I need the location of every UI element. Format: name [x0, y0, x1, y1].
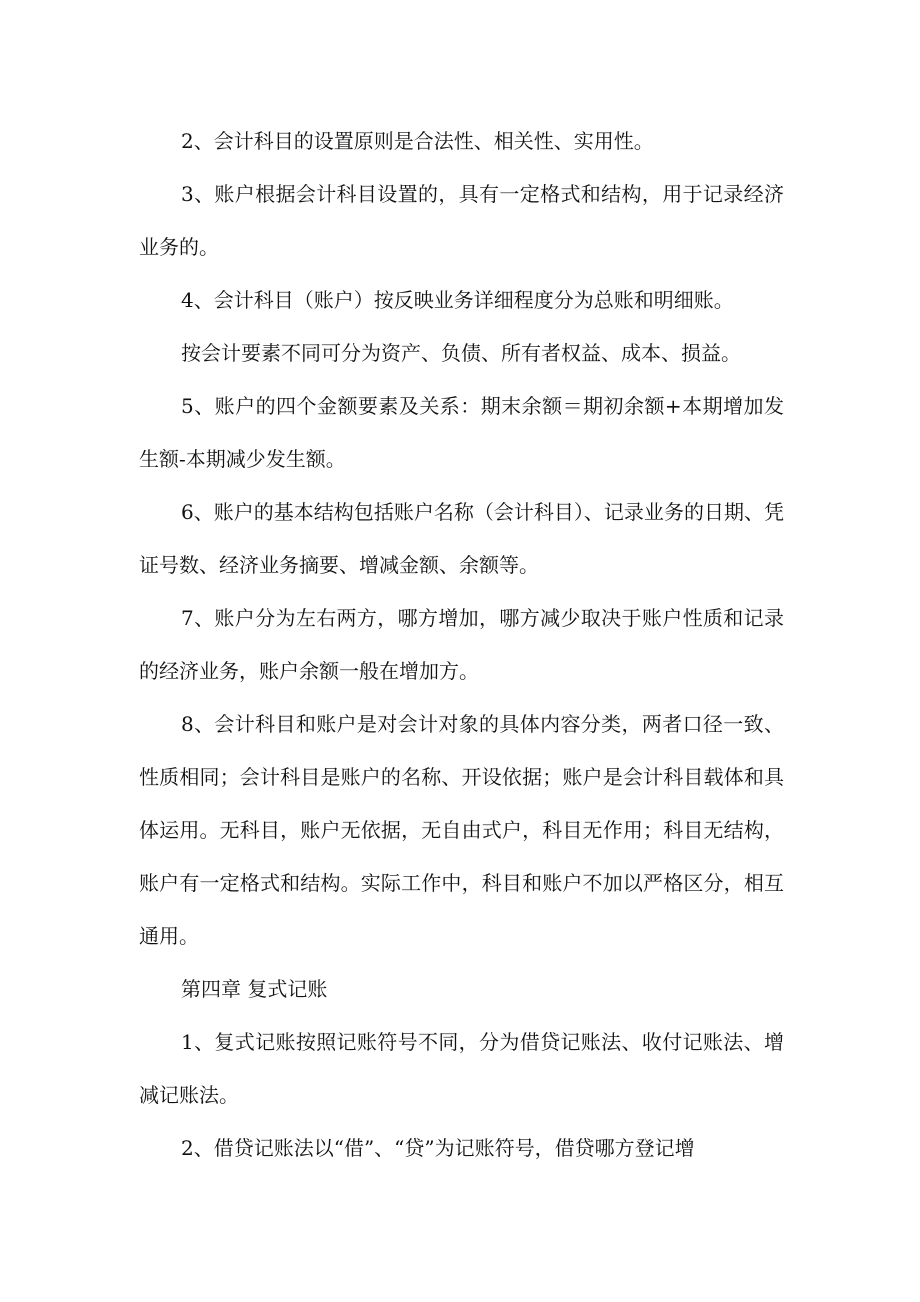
paragraph-account-classification: 4、会计科目（账户）按反映业务详细程度分为总账和明细账。 [181, 288, 734, 312]
document-page [139, 115, 784, 1175]
paragraph-subject-vs-account: 8、会计科目和账户是对会计对象的具体内容分类，两者口径一致、性质相同；会计科目是账户的名称、开设依据；账户是会计科目载体和具体运用。无科目，账户无依据，无自由式户，科目无作用；科目无结构，账户有一定格式和结构。实际工作中，科目和账户不加以严格区分，相互通用。 [139, 712, 784, 948]
paragraph-element-classification: 按会计要素不同可分为资产、负债、所有者权益、成本、损益。 [181, 341, 741, 365]
paragraph-double-entry-types: 1、复式记账按照记账符号不同，分为借贷记账法、收付记账法、增减记账法。 [139, 1030, 784, 1107]
paragraph-debit-credit: 2、借贷记账法以“借”、“贷”为记账符号，借贷哪方登记增 [181, 1136, 695, 1160]
paragraph-account-structure: 6、账户的基本结构包括账户名称（会计科目）、记录业务的日期、凭证号数、经济业务摘要、增减金额、余额等。 [139, 500, 784, 577]
paragraph-account-sides: 7、账户分为左右两方，哪方增加，哪方减少取决于账户性质和记录的经济业务，账户余额一般在增加方。 [139, 606, 784, 683]
chapter-heading: 第四章 复式记账 [181, 977, 328, 1001]
paragraph-amount-elements: 5、账户的四个金额要素及关系：期末余额＝期初余额+本期增加发生额-本期减少发生额。 [139, 394, 784, 471]
paragraph-subject-principles: 2、会计科目的设置原则是合法性、相关性、实用性。 [181, 129, 654, 153]
paragraph-account-definition: 3、账户根据会计科目设置的，具有一定格式和结构，用于记录经济业务的。 [139, 182, 784, 259]
